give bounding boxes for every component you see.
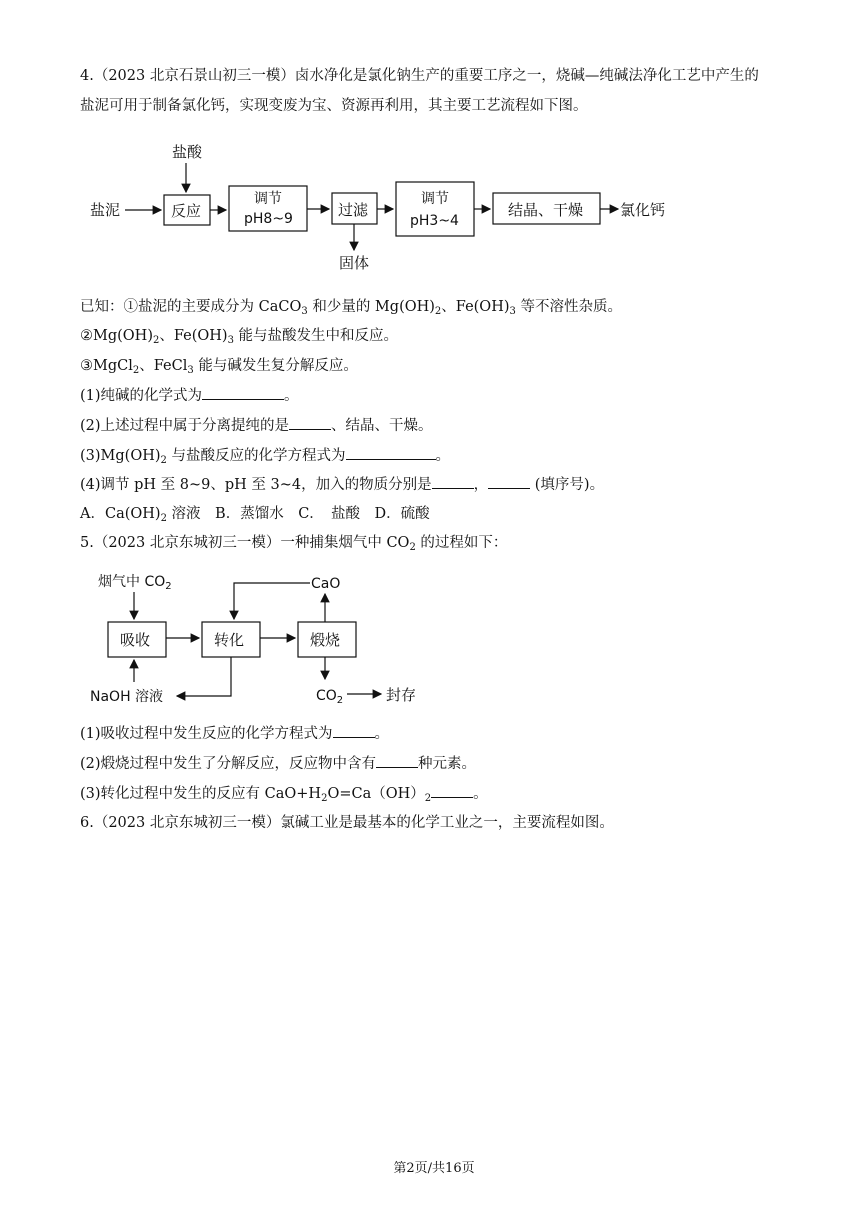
q5-box-absorb-label: 吸收 — [120, 631, 151, 649]
q4-known-3: ③MgCl$_2$、FeCl$_3$ 能与碱发生复分解反应。 — [80, 358, 358, 376]
q4-part4: (4)调节 pH 至 8~9、pH 至 3~4，加入的物质分别是 ， (填序号)。 — [80, 474, 604, 495]
q5-part2: (2)煅烧过程中发生了分解反应，反应物中含有 种元素。 — [80, 753, 476, 774]
q4-flow-diagram — [0, 135, 868, 275]
q5-flue-label: 烟气中 $CO_2$ — [98, 574, 172, 592]
q4-box-react-label: 反应 — [171, 202, 202, 220]
q4-box-adjust2-l1: 调节 — [421, 191, 449, 207]
q4-box-cryst-label: 结晶、干燥 — [508, 201, 584, 219]
q4-output: 氯化钙 — [620, 201, 666, 219]
q4-part2: (2)上述过程中属于分离提纯的是 、结晶、干燥。 — [80, 415, 433, 436]
q4-text-line2: 盐泥可用于制备氯化钙，实现变废为宝、资源再利用，其主要工艺流程如下图。 — [80, 98, 588, 114]
q4-options: A．$Ca(OH)_2$ 溶液 B．蒸馏水 C． 盐酸 D．硫酸 — [80, 506, 430, 524]
q4-text-line1: 4.（2023 北京石景山初三一模）卤水净化是氯化钠生产的重要工序之一，烧碱—纯碱法净化工艺中产生的 — [80, 68, 759, 84]
q4-box-adjust2-l2: pH3~4 — [410, 213, 459, 229]
q4-input-mud: 盐泥 — [90, 201, 121, 219]
q4-part3: $(3)Mg(OH)_2$ 与盐酸反应的化学方程式为 。 — [80, 445, 450, 466]
q5-box-calcine-label: 煅烧 — [310, 631, 341, 649]
q5-naoh-label: NaOH 溶液 — [90, 689, 164, 705]
q5-store-label: 封存 — [386, 686, 417, 704]
q5-part3: (3)转化过程中发生的反应有 $CaO+H_2O=Ca(OH)_2$ 。 — [80, 783, 488, 804]
q4-input-acid: 盐酸 — [172, 143, 203, 161]
q5-text-line1: 5.（2023 北京东城初三一模）一种捕集烟气中 $CO_2$ 的过程如下： — [80, 535, 508, 553]
page-footer: 第2页/共16页 — [393, 1161, 475, 1176]
q5-co2-label: $CO_2$ — [316, 688, 344, 706]
q6-text-line1: 6.（2023 北京东城初三一模）氯碱工业是最基本的化学工业之一，主要流程如图。 — [80, 815, 614, 831]
q4-box-filter-label: 过滤 — [338, 201, 369, 219]
q4-known-2: $②Mg(OH)_2$、$Fe(OH)_3$ 能与盐酸发生中和反应。 — [80, 328, 399, 346]
q5-cao-label: CaO — [311, 576, 341, 592]
q5-part1: (1)吸收过程中发生反应的化学方程式为 。 — [80, 723, 389, 744]
q4-box-adjust1-l2: pH8~9 — [244, 211, 293, 227]
q4-box-adjust1-l1: 调节 — [254, 191, 282, 207]
q4-part1: (1)纯碱的化学式为 。 — [80, 385, 299, 406]
q5-flow-diagram — [0, 566, 868, 716]
q4-filter-solid: 固体 — [339, 254, 370, 272]
q5-box-convert-label: 转化 — [214, 631, 245, 649]
q4-known-1: 已知：①盐泥的主要成分为 CaCO$_3$ 和少量的 $Mg(OH)_2$、$Fe(OH)_3$ 等不溶性杂质。 — [80, 299, 622, 317]
